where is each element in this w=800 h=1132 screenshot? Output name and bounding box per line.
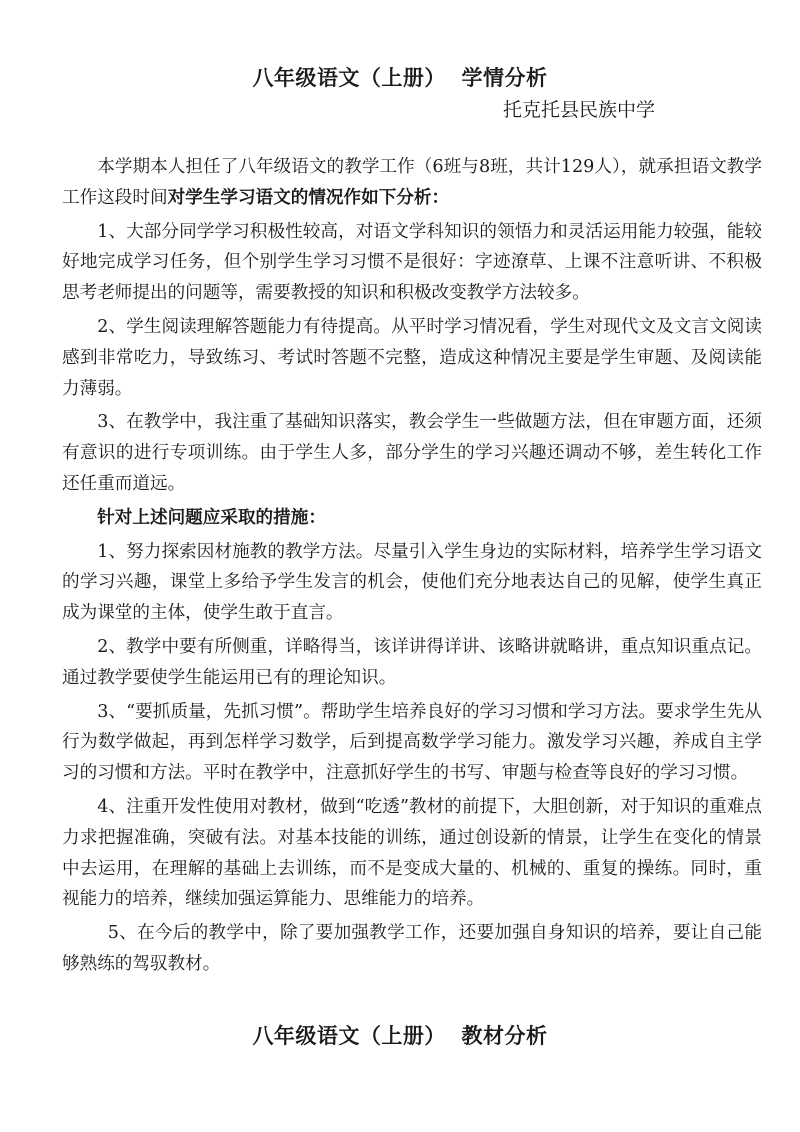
page-title: 八年级语文（上册） 学情分析 <box>252 65 548 90</box>
measure-item: 2、教学中要有所侧重，详略得当，该详讲得详讲、该略讲就略讲，重点知识重点记。通过教学要使学生能运用已有的理论知识。 <box>62 636 762 688</box>
measures-heading: 针对上述问题应采取的措施： <box>97 506 326 528</box>
measure-item: 3、“要抓质量，先抓习惯”。帮助学生培养良好的学习习惯和学习方法。要求学生先从行为数学做起，再到怎样学习数学，后到提高数学学习能力。激发学习兴趣，养成自主学习的习惯和方法。平时在教学中，注意抓好学生的书写、审题与检查等良好的学习习惯。 <box>62 701 762 784</box>
measure-item: 4、注重开发性使用对教材，做到“吃透”教材的前提下，大胆创新，对于知识的重难点力求把握准确，突破有法。对基本技能的训练，通过创设新的情景，让学生在变化的情景中去运用，在理解的基础上去训练，而不是变成大量的、机械的、重复的操练。同时，重视能力的培养，继续加强运算能力、思维能力的培养。 <box>62 796 762 910</box>
analysis-point: 1、大部分同学学习积极性较高，对语文学科知识的领悟力和灵活运用能力较强，能较好地完成学习任务，但个别学生学习习惯不是很好：字迹潦草、上课不注意听讲、不积极思考老师提出的问题等，需要教授的知识和积极改变教学方法较多。 <box>62 221 762 304</box>
measure-item: 5、在今后的教学中，除了要加强教学工作，还要加强自身知识的培养，要让自己能够熟练的驾驭教材。 <box>62 923 762 974</box>
analysis-point: 2、学生阅读理解答题能力有待提高。从平时学习情况看，学生对现代文及文言文阅读感到非常吃力，导致练习、考试时答题不完整，造成这种情况主要是学生审题、及阅读能力薄弱。 <box>62 316 762 399</box>
measure-item: 1、努力探索因材施教的教学方法。尽量引入学生身边的实际材料，培养学生学习语文的学习兴趣，课堂上多给予学生发言的机会，使他们充分地表达自己的见解，使学生真正成为课堂的主体，使学生敢于直言。 <box>62 541 762 624</box>
intro-paragraph <box>62 152 762 214</box>
section-title: 八年级语文（上册） 教材分析 <box>252 1023 548 1048</box>
school-name: 托克托县民族中学 <box>503 99 656 121</box>
analysis-point: 3、在教学中，我注重了基础知识落实，教会学生一些做题方法，但在审题方面，还须有意识的进行专项训练。由于学生人多，部分学生的学习兴趣还调动不够，差生转化工作还任重而道远。 <box>62 412 762 494</box>
intro-bold-text: 对学生学习语文的情况作如下分析： <box>167 186 450 208</box>
intro-text: 本学期本人担任了八年级语文的教学工作（6班与8班，共计129人），就承担语文教学工作这段时间 <box>62 157 762 208</box>
document-body <box>62 152 762 983</box>
